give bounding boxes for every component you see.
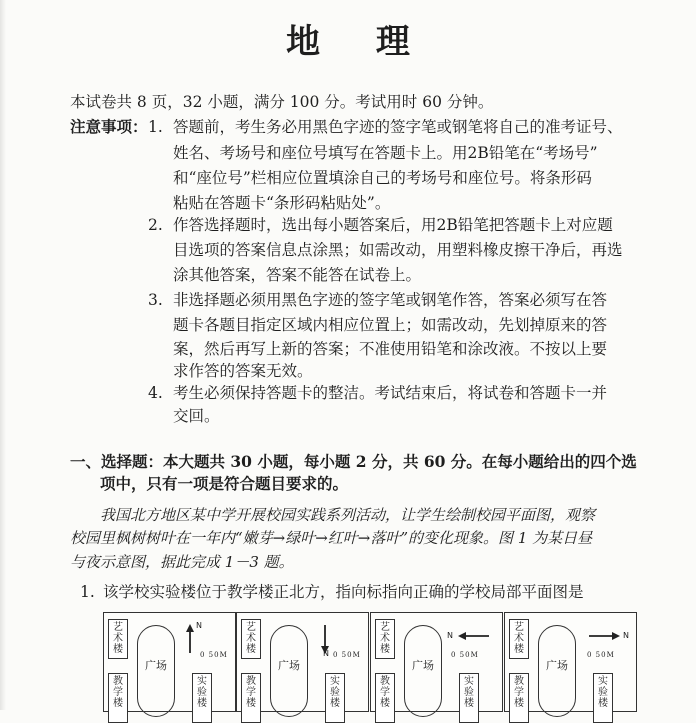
question-1-text: 该学校实验楼位于教学楼正北方，指向标指向正确的学校局部平面图是: [103, 583, 584, 601]
art-building: 艺术楼: [509, 619, 529, 659]
teaching-building: 教学楼: [108, 673, 128, 723]
notice-item-1-line: 答题前，考生务必用黑色字迹的签字笔或钢笔将自己的准考证号、: [173, 118, 623, 136]
lab-building: 实验楼: [192, 673, 212, 723]
plaza: 广场: [137, 625, 175, 717]
notice-item-2-line: 作答选择题时，选出每小题答案后，用2B铅笔把答题卡上对应题: [173, 216, 613, 234]
notice-item-2-line: 目选项的答案信息点涂黑；如需改动，用塑料橡皮擦干净后，再选: [173, 241, 623, 259]
passage-line: 校园里枫树树叶在一年内“嫩芽→绿叶→红叶→落叶”的变化现象。图 1 为某日昼: [70, 529, 593, 547]
notice-item-1-line: 和“座位号”栏相应位置填涂自己的考场号和座位号。将条形码: [173, 169, 592, 187]
scale-bar: 0 50M: [451, 651, 479, 659]
plaza: 广场: [270, 625, 308, 717]
lab-building: 实验楼: [325, 673, 345, 723]
section-heading-line: 项中，只有一项是符合题目要求的。: [100, 474, 349, 493]
notice-item-3-line: 案，然后再写上新的答案；不准使用铅笔和涂改液。不按以上要: [173, 340, 608, 358]
plaza: 广场: [538, 625, 576, 717]
page-title: 地 理: [286, 22, 432, 62]
notice-label: 注意事项：: [70, 117, 148, 136]
page-edge-shadow: [0, 0, 6, 710]
passage-line: 与夜示意图，据此完成 1－3 题。: [70, 553, 294, 571]
notice-item-1-number: 1.: [148, 118, 163, 136]
lab-building: 实验楼: [459, 673, 479, 723]
notice-item-4-line: 考生必须保持答题卡的整洁。考试结束后，将试卷和答题卡一并: [173, 384, 608, 402]
art-building: 艺术楼: [108, 619, 128, 659]
north-label: N: [623, 631, 629, 640]
teaching-building: 教学楼: [375, 673, 395, 723]
north-label: N: [323, 649, 329, 658]
notice-item-4-line: 交回。: [173, 407, 220, 425]
campus-map-option-a: [103, 612, 236, 712]
plaza: 广场: [404, 625, 442, 717]
notice-item-3-line: 非选择题必须用黑色字迹的签字笔或钢笔作答，答案必须写在答: [173, 291, 608, 309]
notice-item-3-line: 求作答的答案无效。: [173, 362, 313, 380]
lab-building: 实验楼: [593, 673, 613, 723]
exam-intro: 本试卷共 8 页，32 小题，满分 100 分。考试用时 60 分钟。: [70, 93, 494, 111]
campus-map-option-b: [236, 612, 369, 712]
passage-line: 我国北方地区某中学开展校园实践系列活动，让学生绘制校园平面图，观察: [100, 506, 596, 524]
north-arrow-left-icon: [457, 629, 493, 643]
teaching-building: 教学楼: [241, 673, 261, 723]
notice-item-2-number: 2.: [148, 216, 163, 234]
north-arrow-right-icon: [587, 629, 623, 643]
scale-bar: 0 50M: [200, 651, 228, 659]
notice-item-4-number: 4.: [148, 384, 163, 402]
section-heading-line: 一、选择题：本大题共 30 小题，每小题 2 分，共 60 分。在每小题给出的四个选: [70, 452, 637, 471]
art-building: 艺术楼: [241, 619, 261, 659]
campus-map-option-c: [370, 612, 503, 712]
campus-map-option-d: [504, 612, 637, 712]
scale-bar: 0 50M: [587, 651, 615, 659]
notice-item-2-line: 涂其他答案，答案不能答在试卷上。: [173, 266, 422, 284]
notice-item-3-line: 题卡各题目指定区域内相应位置上；如需改动，先划掉原来的答: [173, 316, 608, 334]
notice-item-1-line: 姓名、考场号和座位号填写在答题卡上。用2B铅笔在“考场号”: [173, 144, 598, 162]
notice-item-1-line: 粘贴在答题卡“条形码粘贴处”。: [173, 194, 391, 212]
question-1-number: 1.: [80, 583, 95, 601]
north-label: N: [447, 631, 453, 640]
teaching-building: 教学楼: [509, 673, 529, 723]
north-label: N: [196, 621, 202, 630]
notice-item-3-number: 3.: [148, 291, 163, 309]
scale-bar: 0 50M: [333, 651, 361, 659]
art-building: 艺术楼: [375, 619, 395, 659]
